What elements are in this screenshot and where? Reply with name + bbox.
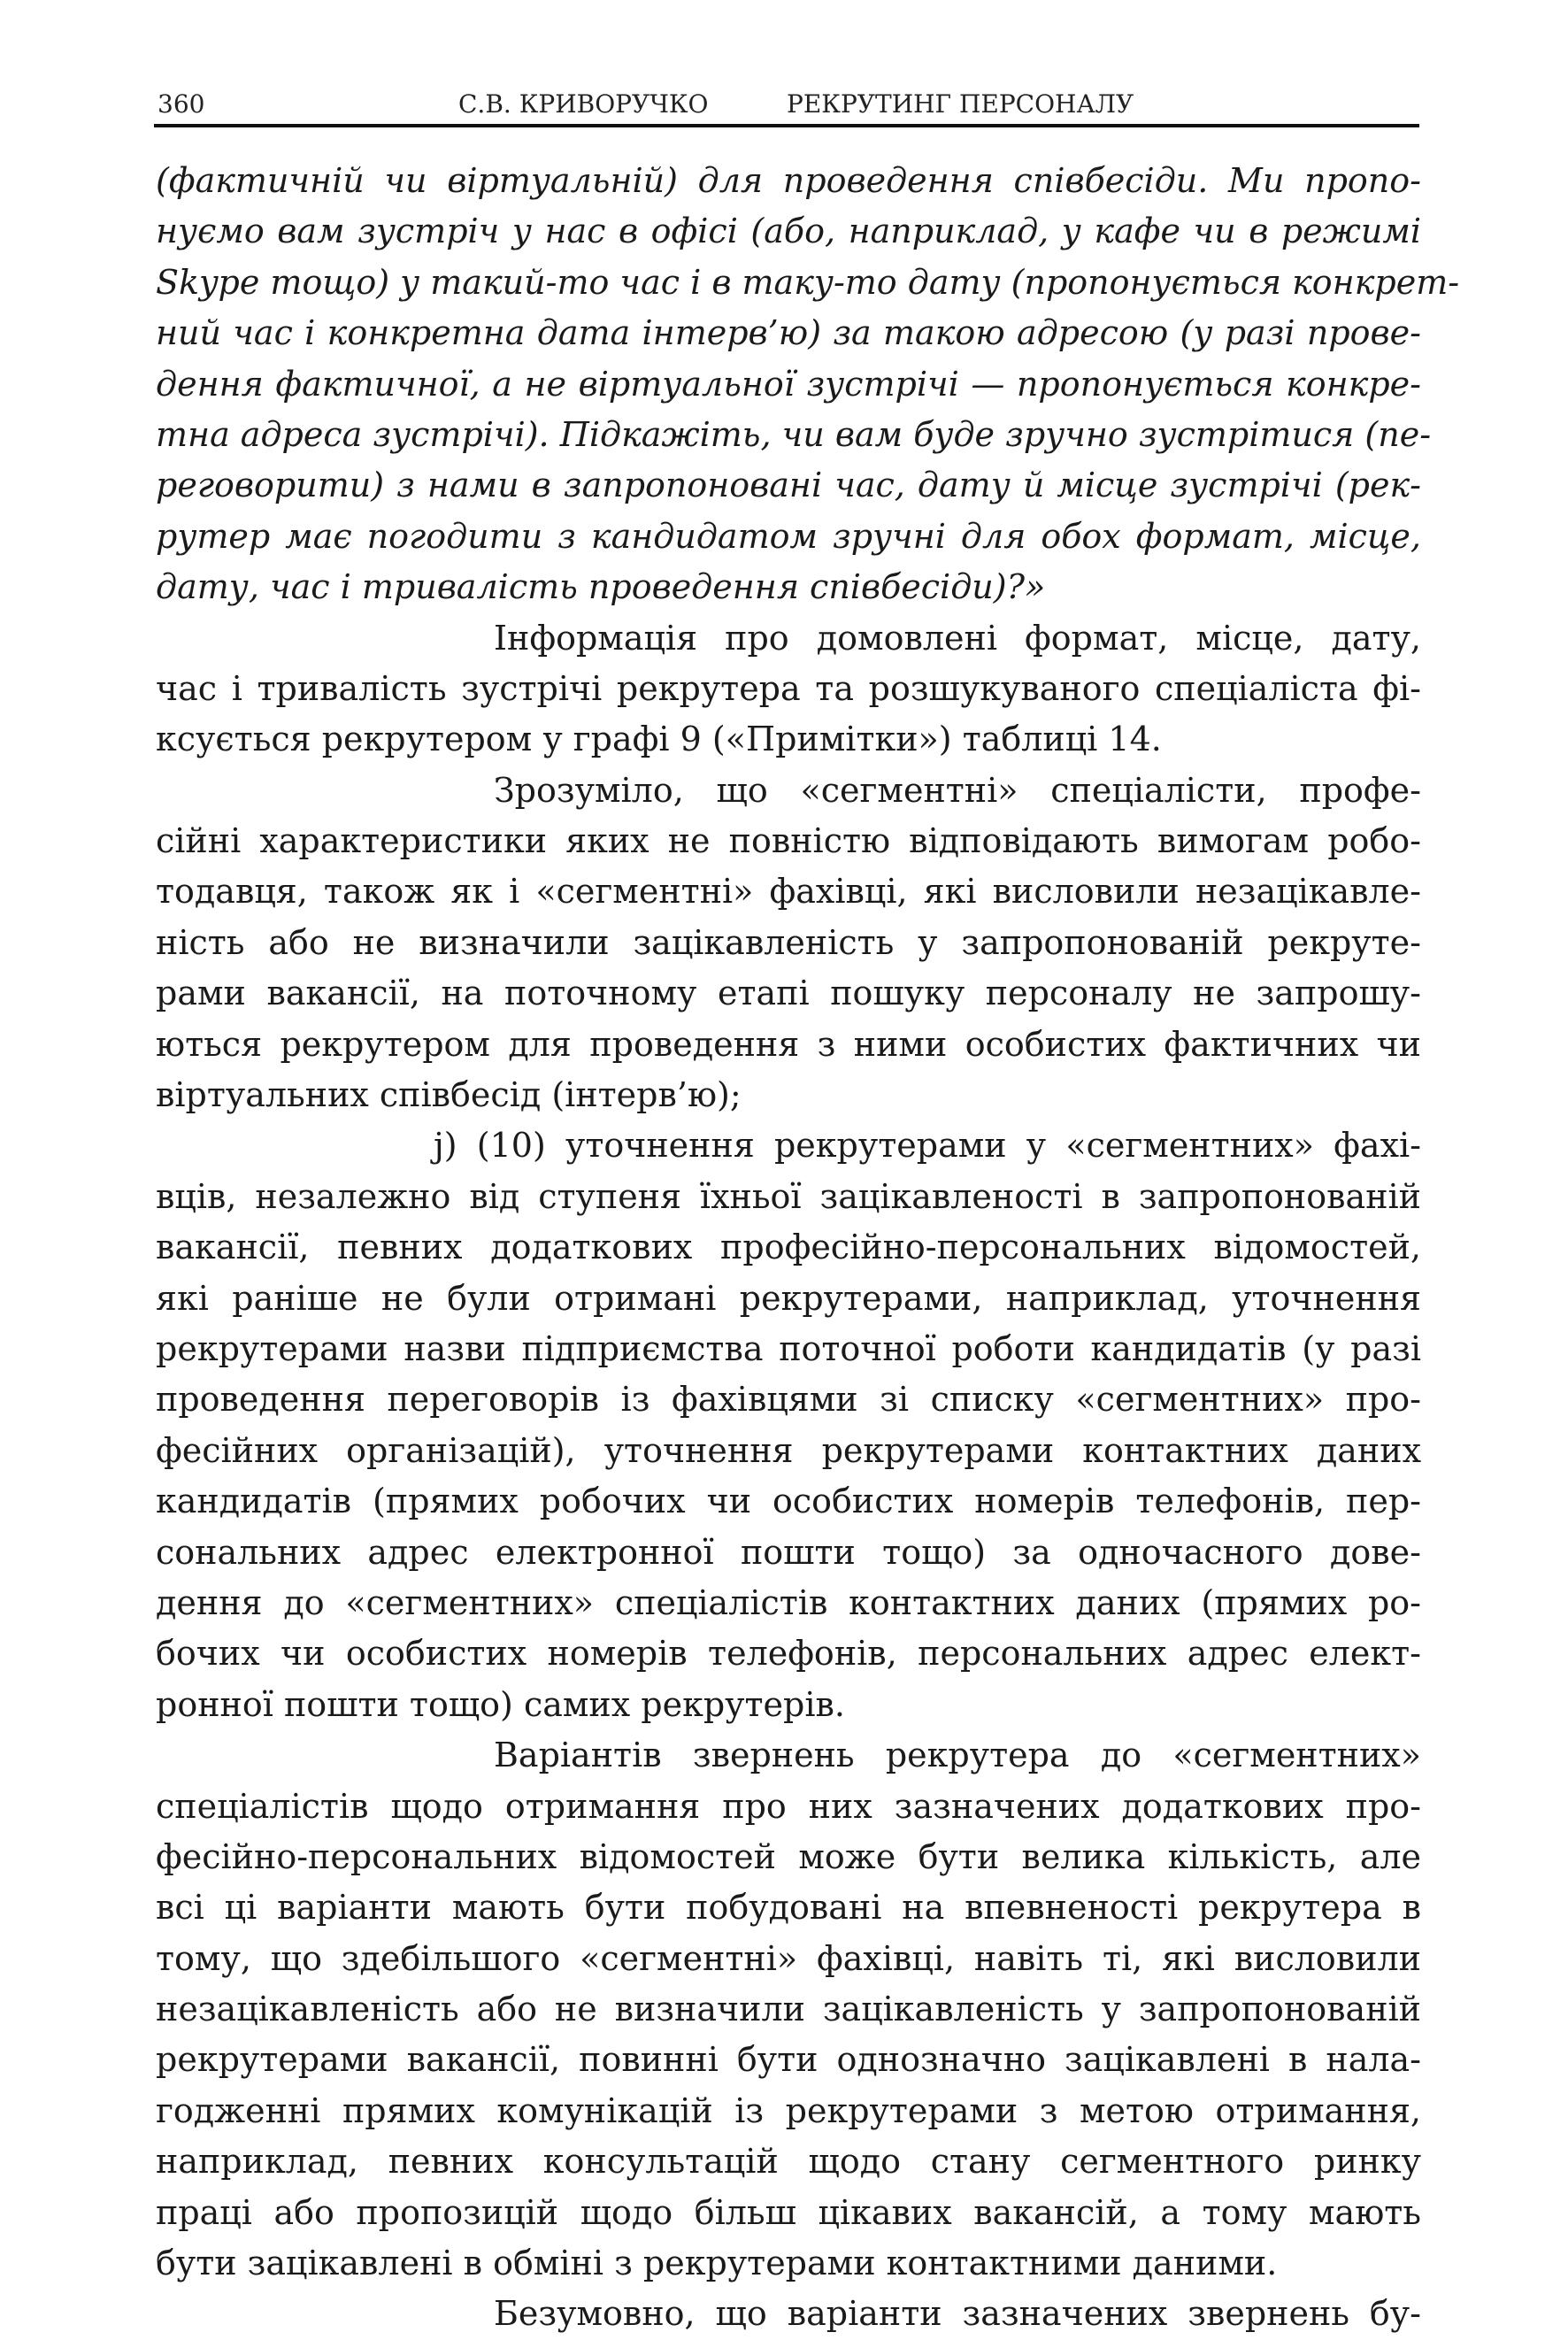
text-line: вакансії, певних додаткових професійно-персональних відомостей,: [156, 1228, 1421, 1267]
text-line: дату, час і тривалість проведення співбесіди)?»: [156, 567, 1046, 607]
text-line: сональних адрес електронної пошти тощо) за одночасного дове-: [156, 1532, 1421, 1572]
running-head-author: С.В. КРИВОРУЧКО: [458, 89, 709, 119]
text-line: рекрутерами назви підприємства поточної роботи кандидатів (у разі: [156, 1328, 1421, 1368]
text-line: бути зацікавлені в обміні з рекрутерами контактними даними.: [156, 2244, 1278, 2283]
text-line: (фактичній чи віртуальній) для проведення співбесіди. Ми пропо-: [156, 161, 1421, 200]
text-line: тодавця, також як і «сегментні» фахівці, які висловили незацікавле-: [156, 872, 1421, 912]
body-text: [156, 156, 1460, 2340]
text-line: рутер має погодити з кандидатом зручні для обох формат, місце,: [156, 516, 1421, 556]
text-line: фесійно-персональних відомостей може бути велика кількість, але: [156, 1836, 1421, 1876]
text-line: фесійних організацій), уточнення рекрутерами контактних даних: [156, 1430, 1421, 1470]
text-line: ксується рекрутером у графі 9 («Примітки») таблиці 14.: [156, 720, 1162, 759]
text-line: дення фактичної, а не віртуальної зустрічі — пропонується конкре-: [156, 364, 1421, 404]
text-line: тому, що здебільшого «сегментні» фахівці, навіть ті, які висловили: [156, 1938, 1421, 1978]
text-line: незацікавленість або не визначили зацікавленість у запропонованій: [156, 1990, 1421, 2029]
text-line: які раніше не були отримані рекрутерами, наприклад, уточнення: [156, 1278, 1421, 1318]
text-line: ються рекрутером для проведення з ними особистих фактичних чи: [156, 1024, 1421, 1064]
text-line: ність або не визначили зацікавленість у запропонованій рекруте-: [156, 922, 1421, 962]
text-line: сійні характеристики яких не повністю відповідають вимогам робо-: [156, 821, 1421, 861]
text-line: рами вакансії, на поточному етапі пошуку персоналу не запрошу-: [156, 974, 1421, 1013]
text-line: ний час і конкретна дата інтерв’ю) за такою адресою (у разі прове-: [156, 313, 1421, 353]
text-line: рекрутерами вакансії, повинні бути однозначно зацікавлені в нала-: [156, 2040, 1421, 2080]
text-line: праці або пропозицій щодо більш цікавих вакансій, а тому мають: [156, 2192, 1421, 2232]
text-line: вців, незалежно від ступеня їхньої зацікавленості в запропонованій: [156, 1176, 1421, 1216]
text-line: кандидатів (прямих робочих чи особистих номерів телефонів, пер-: [156, 1482, 1421, 1521]
running-head-title: РЕКРУТИНГ ПЕРСОНАЛУ: [787, 89, 1134, 119]
text-line: Варіантів звернень рекрутера до «сегментних»: [494, 1736, 1421, 1775]
page-number: 360: [158, 89, 205, 119]
header-rule: [154, 124, 1419, 127]
text-line: дення до «сегментних» спеціалістів контактних даних (прямих ро-: [156, 1582, 1421, 1622]
running-head: [158, 85, 1421, 124]
text-line: проведення переговорів із фахівцями зі списку «сегментних» про-: [156, 1380, 1421, 1420]
text-line: реговорити) з нами в запропоновані час, дату й місце зустрічі (рек-: [156, 466, 1421, 505]
text-line: всі ці варіанти мають бути побудовані на впевненості рекрутера в: [156, 1888, 1421, 1928]
text-line: наприклад, певних консультацій щодо стану сегментного ринку: [156, 2142, 1421, 2182]
text-line: j) (10) уточнення рекрутерами у «сегментних» фахі-: [434, 1126, 1421, 1166]
text-line: годженні прямих комунікацій із рекрутерами з метою отримання,: [156, 2090, 1421, 2130]
text-line: Безумовно, що варіанти зазначених звернень бу-: [494, 2294, 1421, 2334]
text-line: Skype тощо) у такий-то час і в таку-то дату (пропонується конкрет-: [156, 262, 1460, 302]
text-line: віртуальних співбесід (інтерв’ю);: [156, 1075, 742, 1115]
text-line: Інформація про домовлені формат, місце, дату,: [494, 618, 1421, 658]
text-line: нуємо вам зустріч у нас в офісі (або, наприклад, у кафе чи в режимі: [156, 212, 1421, 251]
text-line: ронної пошти тощо) самих рекрутерів.: [156, 1684, 845, 1724]
text-line: Зрозуміло, що «сегментні» спеціалісти, профе-: [494, 770, 1421, 810]
text-line: спеціалістів щодо отримання про них зазначених додаткових про-: [156, 1786, 1421, 1826]
text-line: тна адреса зустрічі). Підкажіть, чи вам буде зручно зустрітися (пе-: [156, 414, 1432, 454]
text-line: час і тривалість зустрічі рекрутера та розшукуваного спеціаліста фі-: [156, 668, 1421, 708]
text-line: бочих чи особистих номерів телефонів, персональних адрес елект-: [156, 1634, 1421, 1674]
